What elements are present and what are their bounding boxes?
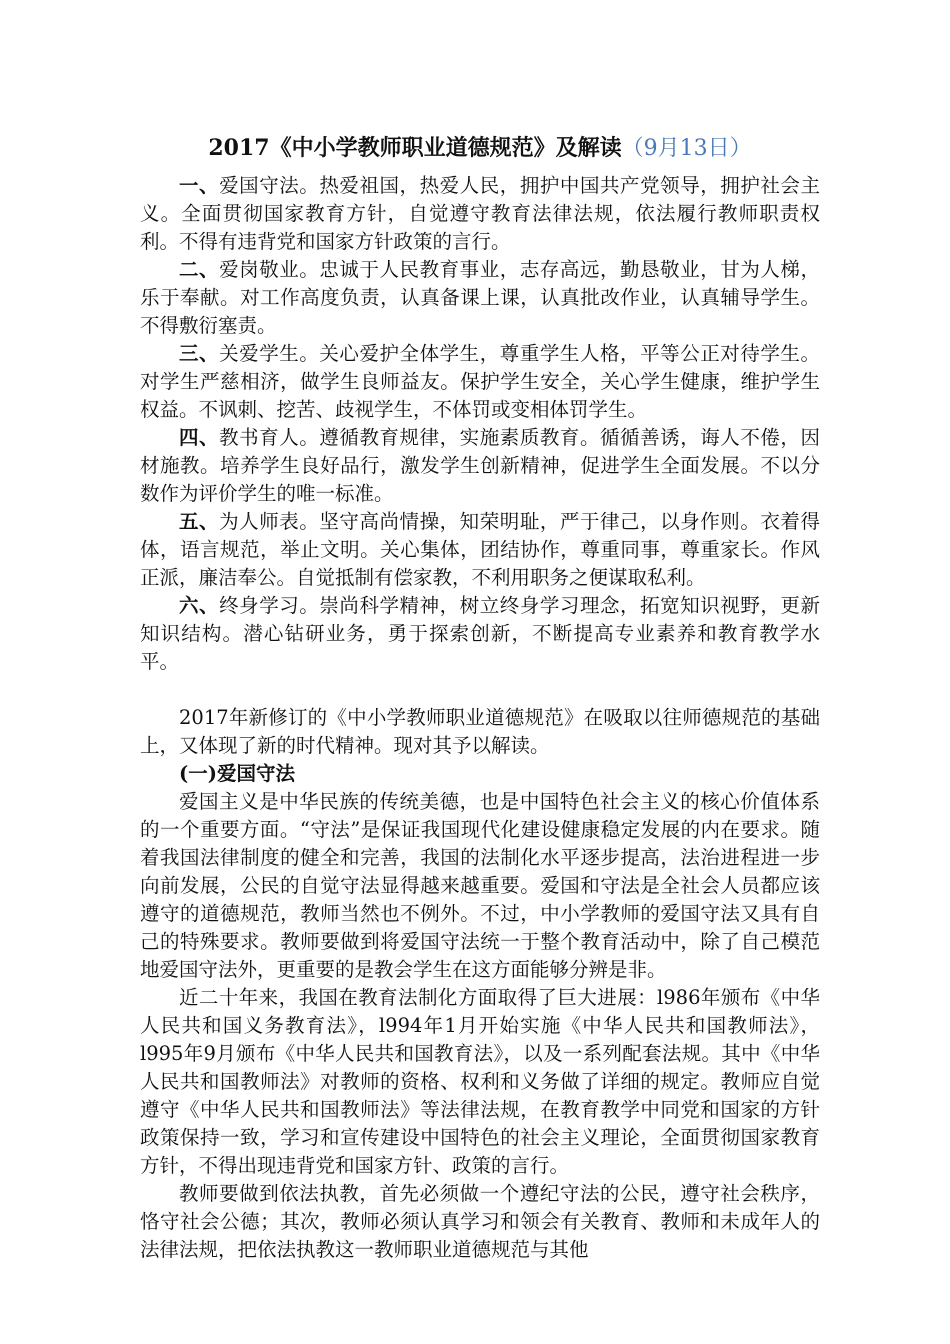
norm-paragraph-4 [140, 424, 820, 508]
interpretation-paragraph-1: 爱国主义是中华民族的传统美德，也是中国特色社会主义的核心价值体系的一个重要方面。“守法”是保证我国现代化建设健康稳定发展的内在要求。随着我国法律制度的健全和完善，我国的法制化水平逐步提高，法治进程进一步向前发展，公民的自觉守法显得越来越重要。爱国和守法是全社会人员都应该遵守的道德规范，教师当然也不例外。不过，中小学教师的爱国守法又具有自己的特殊要求。教师要做到将爱国守法统一于整个教育活动中，除了自己模范地爱国守法外，更重要的是教会学生在这方面能够分辨是非。 [140, 790, 820, 981]
norm-paragraph-6 [140, 592, 820, 676]
norm-number: 四、 [179, 426, 220, 449]
norm-paragraph-1 [140, 172, 820, 256]
norm-text: 教书育人。遵循教育规律，实施素质教育。循循善诱，诲人不倦，因材施教。培养学生良好品行，激发学生创新精神，促进学生全面发展。不以分数作为评价学生的唯一标准。 [140, 426, 820, 505]
norm-paragraph-2 [140, 256, 820, 340]
title-date: （9月13日） [621, 136, 752, 161]
norm-number: 二、 [179, 258, 220, 281]
norm-paragraph-3 [140, 340, 820, 424]
paragraph-spacer [140, 676, 820, 704]
section-heading: (一)爱国守法 [179, 762, 295, 785]
norm-text: 爱国守法。热爱祖国，热爱人民，拥护中国共产党领导，拥护社会主义。全面贯彻国家教育方针，自觉遵守教育法律法规，依法履行教师职责权利。不得有违背党和国家方针政策的言行。 [140, 174, 820, 253]
document-body [140, 172, 820, 1264]
norm-number: 五、 [179, 510, 220, 533]
norm-text: 关爱学生。关心爱护全体学生，尊重学生人格，平等公正对待学生。对学生严慈相济，做学生良师益友。保护学生安全，关心学生健康，维护学生权益。不讽刺、挖苦、歧视学生，不体罚或变相体罚学生。 [140, 342, 820, 421]
interpretation-intro: 2017年新修订的《中小学教师职业道德规范》在吸取以往师德规范的基础上，又体现了新的时代精神。现对其予以解读。 [140, 706, 820, 757]
page-title [140, 130, 820, 167]
interpretation-paragraph-3: 教师要做到依法执教，首先必须做一个遵纪守法的公民，遵守社会秩序，恪守社会公德；其次，教师必须认真学习和领会有关教育、教师和未成年人的法律法规，把依法执教这一教师职业道德规范与其他 [140, 1182, 820, 1261]
norm-text: 终身学习。崇尚科学精神，树立终身学习理念，拓宽知识视野，更新知识结构。潜心钻研业务，勇于探索创新，不断提高专业素养和教育教学水平。 [140, 594, 820, 673]
norm-text: 为人师表。坚守高尚情操，知荣明耻，严于律己，以身作则。衣着得体，语言规范，举止文明。关心集体，团结协作，尊重同事，尊重家长。作风正派，廉洁奉公。自觉抵制有偿家教，不利用职务之便谋取私利。 [140, 510, 820, 589]
norm-number: 三、 [179, 342, 220, 365]
title-main: 2017《中小学教师职业道德规范》及解读 [208, 135, 622, 161]
norm-text: 爱岗敬业。忠诚于人民教育事业，志存高远，勤恳敬业，甘为人梯，乐于奉献。对工作高度负责，认真备课上课，认真批改作业，认真辅导学生。不得敷衍塞责。 [140, 258, 820, 337]
norm-number: 一、 [179, 174, 220, 197]
norm-paragraph-5 [140, 508, 820, 592]
norm-number: 六、 [179, 594, 220, 617]
interpretation-paragraph-2: 近二十年来，我国在教育法制化方面取得了巨大进展：l986年颁布《中华人民共和国义务教育法》，l994年1月开始实施《中华人民共和国教师法》，l995年9月颁布《中华人民共和国教育法》，以及一系列配套法规。其中《中华人民共和国教师法》对教师的资格、权利和义务做了详细的规定。教师应自觉遵守《中华人民共和国教师法》等法律法规，在教育教学中同党和国家的方针政策保持一致，学习和宣传建设中国特色的社会主义理论，全面贯彻国家教育方针，不得出现违背党和国家方针、政策的言行。 [140, 986, 820, 1177]
